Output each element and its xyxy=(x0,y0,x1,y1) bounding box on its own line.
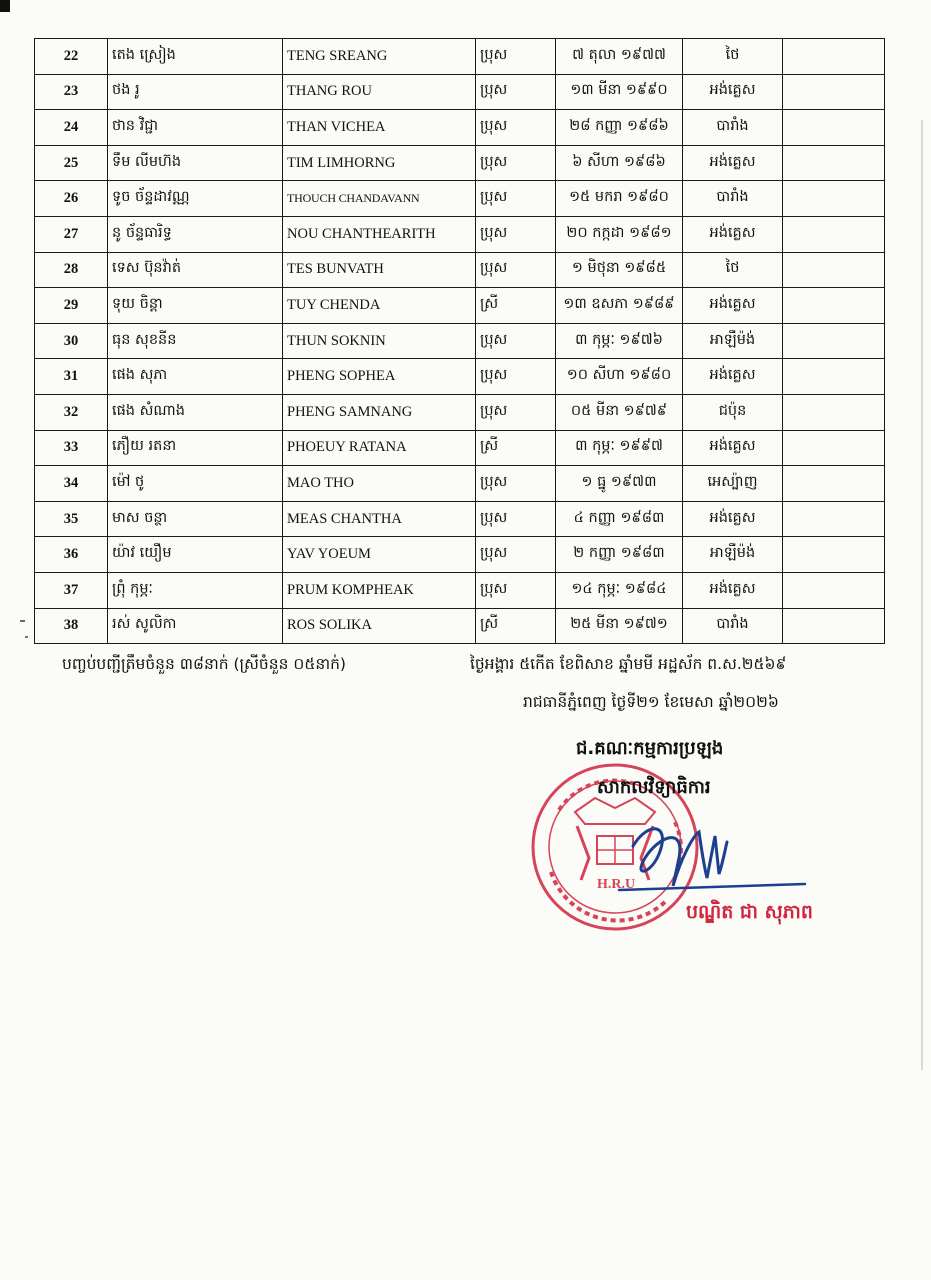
scan-speck xyxy=(25,636,28,638)
latin-name-cell: MEAS CHANTHA xyxy=(283,501,476,537)
khmer-name-cell: ថង រូ xyxy=(108,74,283,110)
table-row xyxy=(35,145,885,181)
khmer-name-cell: ផេង សំណាង xyxy=(108,394,283,430)
empty-note-cell xyxy=(783,39,885,75)
scan-corner-mark xyxy=(0,0,10,12)
khmer-name-cell: តេង ស្រៀង xyxy=(108,39,283,75)
birth-date-cell: ១ ធ្នូ ១៩៧៣ xyxy=(556,466,683,502)
row-number: 30 xyxy=(35,323,108,359)
birth-date-cell: ០៥ មីនា ១៩៧៩ xyxy=(556,394,683,430)
khmer-name-cell: ទុយ ចិន្តា xyxy=(108,288,283,324)
row-number: 22 xyxy=(35,39,108,75)
khmer-name-cell: ទូច ច័ន្ទដាវណ្ណ xyxy=(108,181,283,217)
study-country-cell: អេស្ប៉ាញ xyxy=(683,466,783,502)
lunar-date-line: ថ្ងៃអង្គារ ៥កើត ខែពិសាខ ឆ្នាំមមី អដ្ឋស័ក ព.ស.២៥៦៩ xyxy=(470,655,787,673)
latin-name-cell: TIM LIMHORNG xyxy=(283,145,476,181)
khmer-name-cell: មាស ចន្ថា xyxy=(108,501,283,537)
row-number: 25 xyxy=(35,145,108,181)
gender-cell: ប្រុស xyxy=(476,394,556,430)
row-number: 26 xyxy=(35,181,108,217)
latin-name-cell: PHOEUY RATANA xyxy=(283,430,476,466)
signatory-title-line1: ជ.គណៈកម្មការប្រឡង xyxy=(576,738,724,759)
gender-cell: ស្រី xyxy=(476,430,556,466)
table-row xyxy=(35,394,885,430)
birth-date-cell: ២ កញ្ញា ១៩៨៣ xyxy=(556,537,683,573)
birth-date-cell: ៦ សីហា ១៩៨៦ xyxy=(556,145,683,181)
signatory-name: បណ្ឌិត ជា សុភាព xyxy=(686,901,813,923)
latin-name-cell: THAN VICHEA xyxy=(283,110,476,146)
empty-note-cell xyxy=(783,608,885,644)
khmer-name-cell: យ៉ាវ យឿម xyxy=(108,537,283,573)
khmer-name-cell: នូ ច័ន្ទធារិទ្ធ xyxy=(108,216,283,252)
khmer-name-cell: ផេង សុភា xyxy=(108,359,283,395)
gender-cell: ស្រី xyxy=(476,288,556,324)
latin-name-cell: TES BUNVATH xyxy=(283,252,476,288)
birth-date-cell: ៧ តុលា ១៩៧៧ xyxy=(556,39,683,75)
gender-cell: ប្រុស xyxy=(476,252,556,288)
study-country-cell: អង់គ្លេស xyxy=(683,145,783,181)
study-country-cell: ជប៉ុន xyxy=(683,394,783,430)
gender-cell: ប្រុស xyxy=(476,501,556,537)
latin-name-cell: PHENG SOPHEA xyxy=(283,359,476,395)
latin-name-cell: THOUCH CHANDAVANN xyxy=(283,181,476,217)
latin-name-cell: MAO THO xyxy=(283,466,476,502)
table-row xyxy=(35,74,885,110)
table-row xyxy=(35,537,885,573)
candidate-table-body xyxy=(35,39,885,644)
table-row xyxy=(35,39,885,75)
birth-date-cell: ១៤ កុម្ភៈ ១៩៨៤ xyxy=(556,572,683,608)
birth-date-cell: ១៣ ឧសភា ១៩៨៩ xyxy=(556,288,683,324)
study-country-cell: អាឡឺម៉ង់ xyxy=(683,323,783,359)
birth-date-cell: ៣ កុម្ភៈ ១៩៧៦ xyxy=(556,323,683,359)
empty-note-cell xyxy=(783,572,885,608)
birth-date-cell: ១៥ មករា ១៩៨០ xyxy=(556,181,683,217)
gender-cell: ប្រុស xyxy=(476,39,556,75)
khmer-name-cell: ធុន សុខនីន xyxy=(108,323,283,359)
gender-cell: ប្រុស xyxy=(476,537,556,573)
empty-note-cell xyxy=(783,359,885,395)
birth-date-cell: ១ មិថុនា ១៩៨៥ xyxy=(556,252,683,288)
gender-cell: ប្រុស xyxy=(476,359,556,395)
latin-name-cell: THANG ROU xyxy=(283,74,476,110)
row-number: 37 xyxy=(35,572,108,608)
empty-note-cell xyxy=(783,323,885,359)
empty-note-cell xyxy=(783,288,885,324)
khmer-name-cell: ភឿយ រតនា xyxy=(108,430,283,466)
birth-date-cell: ២៥ មីនា ១៩៧១ xyxy=(556,608,683,644)
table-row xyxy=(35,110,885,146)
latin-name-cell: NOU CHANTHEARITH xyxy=(283,216,476,252)
empty-note-cell xyxy=(783,181,885,217)
birth-date-cell: ១០ សីហា ១៩៨០ xyxy=(556,359,683,395)
seal-initials: H.R.U xyxy=(597,877,636,892)
table-row xyxy=(35,216,885,252)
latin-name-cell: YAV YOEUM xyxy=(283,537,476,573)
study-country-cell: បារាំង xyxy=(683,608,783,644)
candidate-table xyxy=(34,38,885,644)
latin-name-cell: TUY CHENDA xyxy=(283,288,476,324)
empty-note-cell xyxy=(783,430,885,466)
place-date-line: រាជធានីភ្នំពេញ ថ្ងៃទី២១ ខែមេសា ឆ្នាំ២០២៦ xyxy=(523,693,779,711)
birth-date-cell: ២០ កក្កដា ១៩៨១ xyxy=(556,216,683,252)
khmer-name-cell: ម៉ៅ ថូ xyxy=(108,466,283,502)
latin-name-cell: TENG SREANG xyxy=(283,39,476,75)
empty-note-cell xyxy=(783,74,885,110)
row-number: 27 xyxy=(35,216,108,252)
table-row xyxy=(35,323,885,359)
empty-note-cell xyxy=(783,110,885,146)
table-row xyxy=(35,288,885,324)
table-row xyxy=(35,359,885,395)
empty-note-cell xyxy=(783,537,885,573)
study-country-cell: អង់គ្លេស xyxy=(683,288,783,324)
gender-cell: ប្រុស xyxy=(476,216,556,252)
empty-note-cell xyxy=(783,216,885,252)
gender-cell: ប្រុស xyxy=(476,323,556,359)
study-country-cell: ថៃ xyxy=(683,39,783,75)
study-country-cell: អង់គ្លេស xyxy=(683,74,783,110)
empty-note-cell xyxy=(783,501,885,537)
table-row xyxy=(35,466,885,502)
study-country-cell: អង់គ្លេស xyxy=(683,572,783,608)
empty-note-cell xyxy=(783,252,885,288)
scan-speck xyxy=(20,620,25,622)
latin-name-cell: ROS SOLIKA xyxy=(283,608,476,644)
birth-date-cell: ២៨ កញ្ញា ១៩៨៦ xyxy=(556,110,683,146)
list-summary: បញ្ចប់បញ្ជីត្រឹមចំនួន ៣៨នាក់ (ស្រីចំនួន ០៥នាក់) xyxy=(62,655,346,673)
khmer-name-cell: ទេស ប៊ុនវ៉ាត់ xyxy=(108,252,283,288)
row-number: 23 xyxy=(35,74,108,110)
gender-cell: ស្រី xyxy=(476,608,556,644)
study-country-cell: អង់គ្លេស xyxy=(683,359,783,395)
row-number: 33 xyxy=(35,430,108,466)
khmer-name-cell: ថាន វិជ្ជា xyxy=(108,110,283,146)
table-row xyxy=(35,252,885,288)
birth-date-cell: ១៣ មីនា ១៩៩០ xyxy=(556,74,683,110)
study-country-cell: អង់គ្លេស xyxy=(683,430,783,466)
table-row xyxy=(35,501,885,537)
study-country-cell: បារាំង xyxy=(683,110,783,146)
latin-name-cell: PRUM KOMPHEAK xyxy=(283,572,476,608)
khmer-name-cell: រស់ សូលិកា xyxy=(108,608,283,644)
gender-cell: ប្រុស xyxy=(476,466,556,502)
study-country-cell: ថៃ xyxy=(683,252,783,288)
handwritten-signature xyxy=(615,796,815,906)
row-number: 24 xyxy=(35,110,108,146)
empty-note-cell xyxy=(783,394,885,430)
row-number: 34 xyxy=(35,466,108,502)
table-row xyxy=(35,181,885,217)
gender-cell: ប្រុស xyxy=(476,572,556,608)
gender-cell: ប្រុស xyxy=(476,145,556,181)
empty-note-cell xyxy=(783,466,885,502)
study-country-cell: អង់គ្លេស xyxy=(683,216,783,252)
khmer-name-cell: ទឹម លីមហ៊ង xyxy=(108,145,283,181)
gender-cell: ប្រុស xyxy=(476,74,556,110)
row-number: 31 xyxy=(35,359,108,395)
birth-date-cell: ៣ កុម្ភៈ ១៩៩៧ xyxy=(556,430,683,466)
row-number: 28 xyxy=(35,252,108,288)
birth-date-cell: ៤ កញ្ញា ១៩៨៣ xyxy=(556,501,683,537)
row-number: 35 xyxy=(35,501,108,537)
table-row xyxy=(35,572,885,608)
scan-edge-shadow xyxy=(921,120,923,1070)
signatory-title-line2: សាកលវិទ្យាធិការ xyxy=(597,777,711,798)
gender-cell: ប្រុស xyxy=(476,181,556,217)
study-country-cell: បារាំង xyxy=(683,181,783,217)
table-row xyxy=(35,608,885,644)
row-number: 32 xyxy=(35,394,108,430)
table-row xyxy=(35,430,885,466)
row-number: 36 xyxy=(35,537,108,573)
gender-cell: ប្រុស xyxy=(476,110,556,146)
khmer-name-cell: ព្រុំ កុម្ភៈ xyxy=(108,572,283,608)
latin-name-cell: THUN SOKNIN xyxy=(283,323,476,359)
latin-name-cell: PHENG SAMNANG xyxy=(283,394,476,430)
row-number: 29 xyxy=(35,288,108,324)
study-country-cell: អាឡឺម៉ង់ xyxy=(683,537,783,573)
study-country-cell: អង់គ្លេស xyxy=(683,501,783,537)
empty-note-cell xyxy=(783,145,885,181)
row-number: 38 xyxy=(35,608,108,644)
